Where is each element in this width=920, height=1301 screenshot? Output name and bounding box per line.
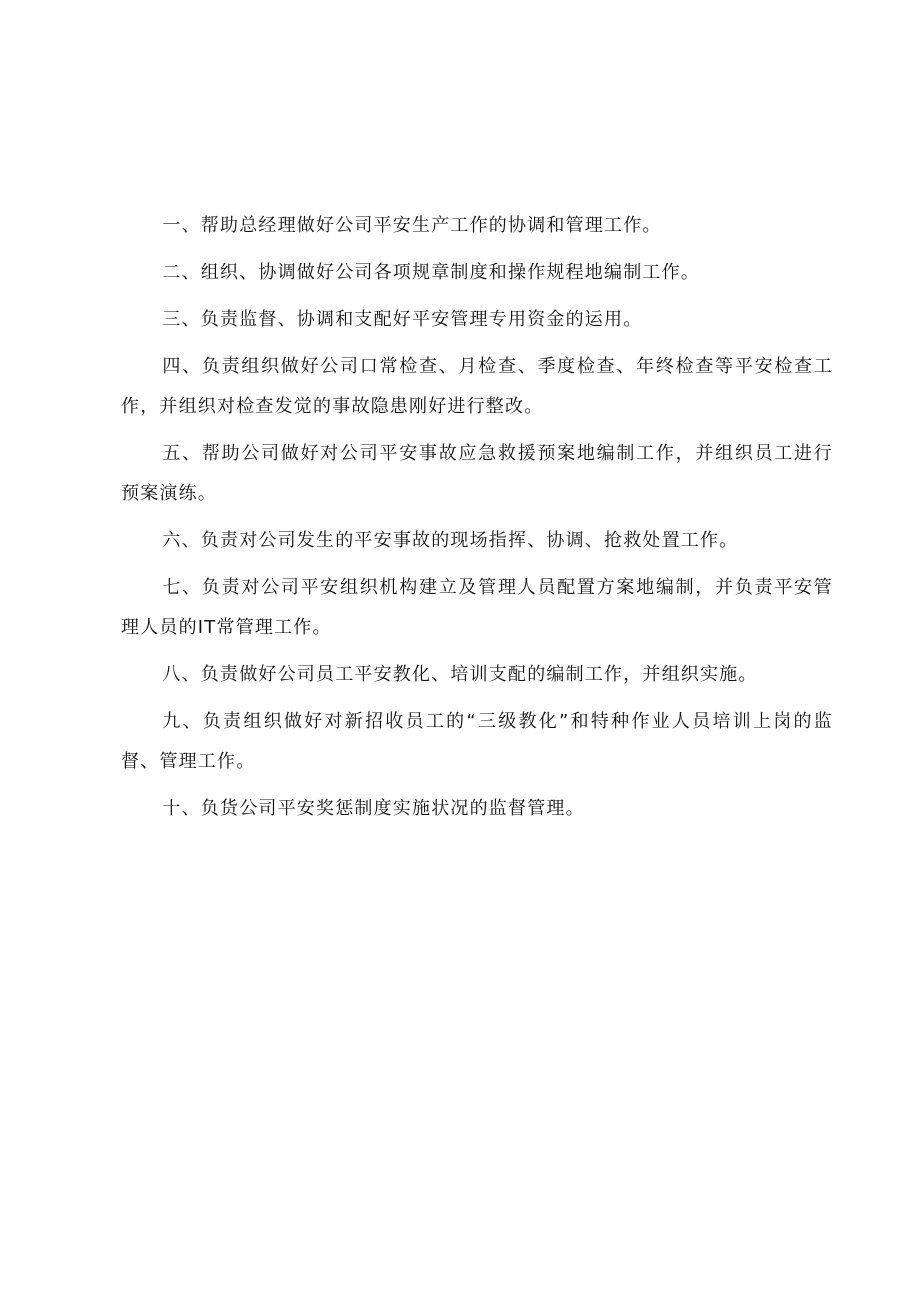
- paragraph-10: 十、负货公司平安奖惩制度实施状况的监督管理。: [162, 798, 585, 819]
- paragraph-8: 八、负责做好公司员工平安教化、培训支配的编制工作，并组织实施。: [162, 664, 758, 685]
- paragraph-6: 六、负责对公司发生的平安事故的现场指挥、协调、抢救处置工作。: [162, 530, 739, 551]
- paragraph-4: 四、负责组织做好公司口常检查、月检查、季度检查、年终检查等平安检查工作，并组织对检查发觉的事故隐患刚好进行整改。: [121, 356, 833, 417]
- document-body: [121, 206, 833, 836]
- paragraph-1: 一、帮助总经理做好公司平安生产工作的协调和管理工作。: [162, 215, 662, 236]
- paragraph-7: 七、负责对公司平安组织机构建立及管理人员配置方案地编制，并负责平安管理人员的IT常管理工作。: [121, 577, 833, 638]
- paragraph-9: 九、负责组织做好对新招收员工的“三级教化”和特种作业人员培训上岗的监督、管理工作。: [121, 711, 833, 772]
- paragraph-5: 五、帮助公司做好对公司平安事故应急救援预案地编制工作，并组织员工进行预案演练。: [121, 443, 833, 504]
- paragraph-2: 二、组织、协调做好公司各项规章制度和操作规程地编制工作。: [162, 262, 700, 283]
- paragraph-3: 三、负责监督、协调和支配好平安管理专用资金的运用。: [162, 309, 643, 330]
